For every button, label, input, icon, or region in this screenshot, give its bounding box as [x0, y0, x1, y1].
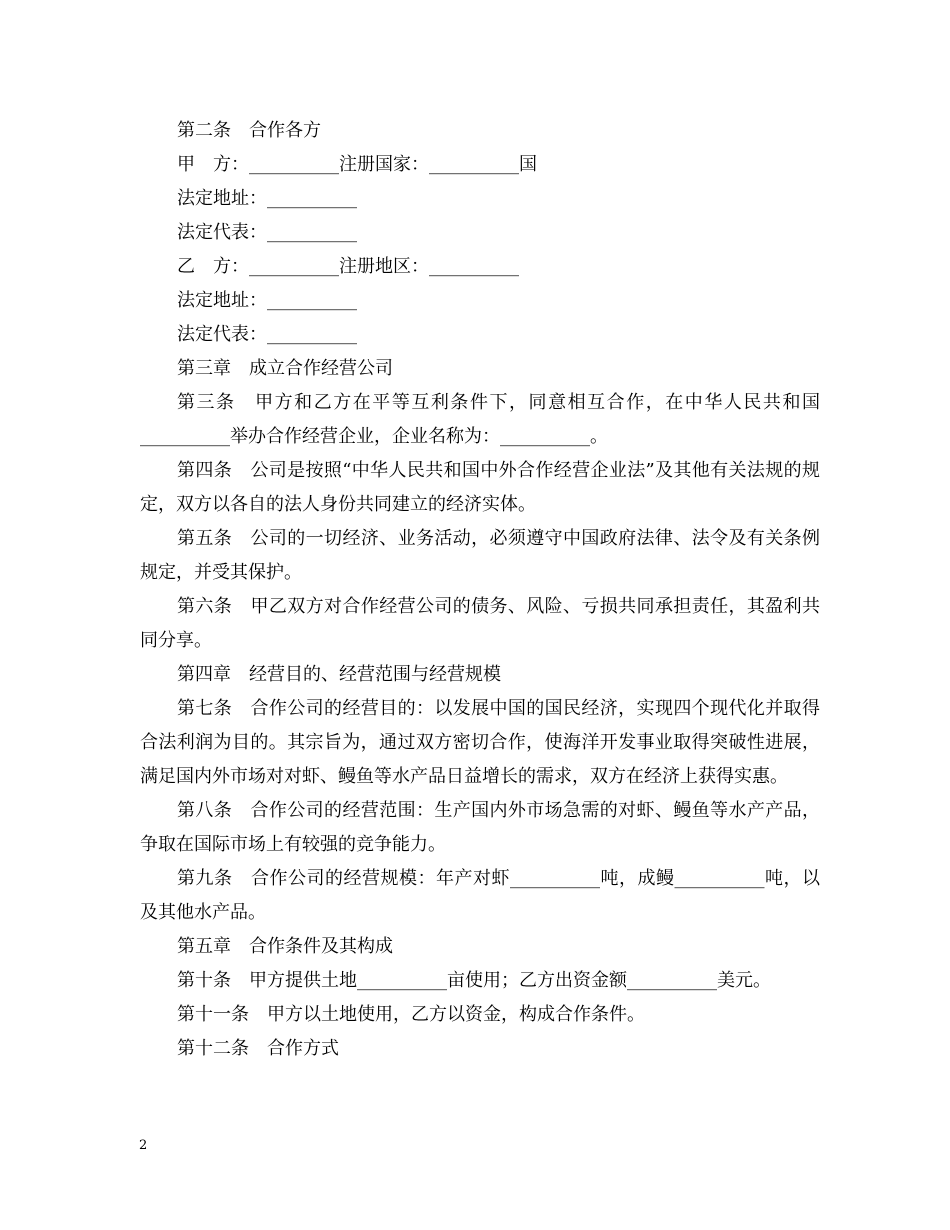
party-b-address: 法定地址：__________	[177, 290, 357, 311]
article-6: 第六条 甲乙双方对合作经营公司的债务、风险、亏损共同承担责任，其盈利共同分享。	[140, 596, 820, 651]
article-2-heading: 第二条 合作各方	[177, 120, 321, 141]
document-body	[140, 114, 820, 1066]
article-11: 第十一条 甲方以土地使用，乙方以资金，构成合作条件。	[177, 1004, 645, 1025]
article-5: 第五条 公司的一切经济、业务活动，必须遵守中国政府法律、法令及有关条例规定，并受其保护。	[140, 528, 820, 583]
chapter-3-heading: 第三章 成立合作经营公司	[177, 358, 393, 379]
party-a-line: 甲 方：__________注册国家：__________国	[177, 154, 537, 175]
page-number: 2	[139, 1138, 148, 1153]
chapter-4-heading: 第四章 经营目的、经营范围与经营规模	[177, 664, 501, 685]
chapter-5-heading: 第五章 合作条件及其构成	[177, 936, 393, 957]
article-9: 第九条 合作公司的经营规模：年产对虾__________吨，成鳗__________吨，以及其他水产品。	[140, 868, 820, 923]
article-12-heading: 第十二条 合作方式	[177, 1038, 339, 1059]
article-10: 第十条 甲方提供土地__________亩使用；乙方出资金额__________美元。	[177, 970, 771, 991]
party-b-line: 乙 方：__________注册地区：__________	[177, 256, 519, 277]
article-8: 第八条 合作公司的经营范围：生产国内外市场急需的对虾、鳗鱼等水产产品，争取在国际市场上有较强的竞争能力。	[140, 800, 820, 855]
article-4: 第四条 公司是按照“中华人民共和国中外合作经营企业法”及其他有关法规的规定，双方以各自的法人身份共同建立的经济实体。	[140, 460, 820, 515]
article-3: 第三条 甲方和乙方在平等互利条件下，同意相互合作，在中华人民共和国__________举办合作经营企业，企业名称为：__________。	[140, 392, 820, 447]
party-a-representative: 法定代表：__________	[177, 222, 357, 243]
article-7: 第七条 合作公司的经营目的：以发展中国的国民经济，实现四个现代化并取得合法利润为目的。其宗旨为，通过双方密切合作，使海洋开发事业取得突破性进展，满足国内外市场对对虾、鳗鱼等水产品日益增长的需求，双方在经济上获得实惠。	[140, 698, 820, 787]
party-b-representative: 法定代表：__________	[177, 324, 357, 345]
party-a-address: 法定地址：__________	[177, 188, 357, 209]
